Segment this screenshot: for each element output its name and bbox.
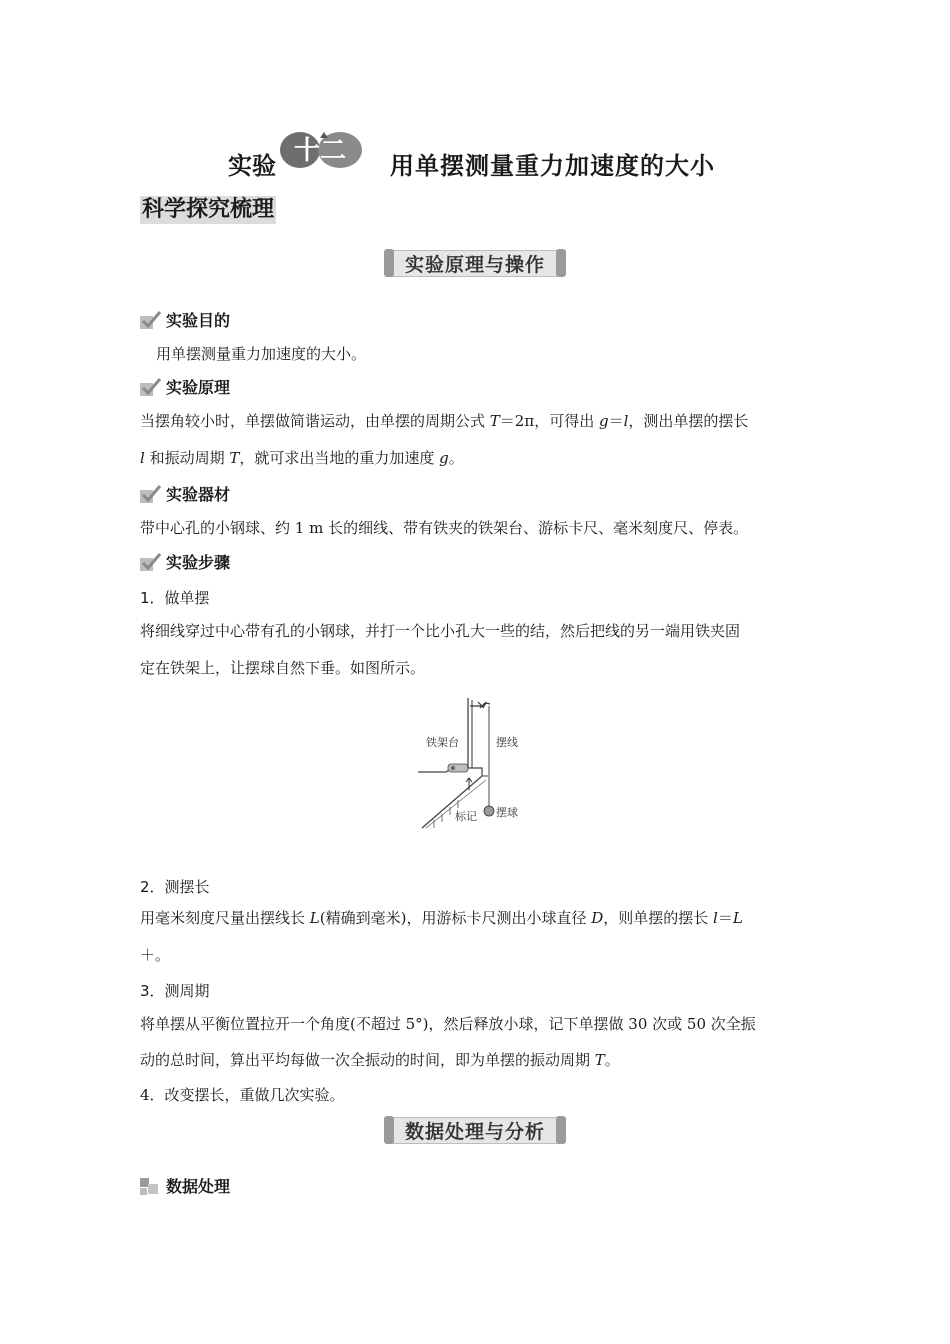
banner-label: 数据处理与分析 — [404, 1121, 545, 1143]
banner-principle-operation — [384, 249, 566, 277]
blocks-icon — [140, 1176, 162, 1196]
check-icon — [140, 377, 162, 397]
step-1-line-2: 定在铁架上，让摆球自然下垂。如图所示。 — [140, 659, 426, 677]
section-heading: 科学探究梳理 — [142, 197, 275, 222]
check-icon — [140, 552, 162, 572]
subheading-label: 实验步骤 — [166, 553, 231, 572]
step-2-title: 2．测摆长 — [140, 878, 210, 896]
experiment-number-badge — [278, 130, 366, 174]
step-4-text: 4．改变摆长，重做几次实验。 — [140, 1086, 345, 1104]
subheading-label: 数据处理 — [166, 1177, 231, 1196]
step-3-title: 3．测周期 — [140, 982, 210, 1000]
subheading-label: 实验器材 — [166, 485, 231, 504]
pendulum-figure — [412, 696, 542, 830]
label-pendulum-string: 摆线 — [496, 736, 518, 749]
principle-line-2: l 和振动周期 T，就可求出当地的重力加速度 g。 — [140, 449, 464, 467]
step-3-line-1: 将单摆从平衡位置拉开一个角度(不超过 5°)，然后释放小球，记下单摆做 30 次或 50 次全振 — [140, 1015, 756, 1033]
step-1-title: 1．做单摆 — [140, 589, 210, 607]
label-iron-stand: 铁架台 — [426, 736, 459, 749]
subheading-label: 实验目的 — [166, 311, 231, 330]
equipment-text: 带中心孔的小钢球、约 1 m 长的细线、带有铁夹的铁架台、游标卡尺、毫米刻度尺、停表。 — [140, 519, 749, 537]
title-prefix: 实验 — [228, 152, 276, 180]
banner-data-analysis — [384, 1116, 566, 1144]
title-badge: 十二 — [293, 136, 347, 166]
purpose-text: 用单摆测量重力加速度的大小。 — [156, 345, 367, 363]
step-1-line-1: 将细线穿过中心带有孔的小钢球，并打一个比小孔大一些的结，然后把线的另一端用铁夹固 — [140, 622, 741, 640]
check-icon — [140, 310, 162, 330]
step-2-line-1: 用毫米刻度尺量出摆线长 L(精确到毫米)，用游标卡尺测出小球直径 D，则单摆的摆长 l＝L — [140, 909, 743, 927]
label-pendulum-ball: 摆球 — [496, 806, 518, 819]
title-main: 用单摆测量重力加速度的大小 — [390, 152, 715, 180]
subheading-label: 实验原理 — [166, 378, 231, 397]
step-2-line-2: ＋。 — [140, 946, 171, 964]
label-mark: 标记 — [455, 810, 477, 823]
principle-line-1: 当摆角较小时，单摆做简谐运动，由单摆的周期公式 T＝2π，可得出 g＝l，测出单摆的摆长 — [140, 412, 749, 430]
page-title — [0, 128, 950, 192]
check-icon — [140, 484, 162, 504]
step-3-line-2: 动的总时间，算出平均每做一次全振动的时间，即为单摆的振动周期 T。 — [140, 1051, 620, 1069]
banner-label: 实验原理与操作 — [404, 254, 545, 276]
